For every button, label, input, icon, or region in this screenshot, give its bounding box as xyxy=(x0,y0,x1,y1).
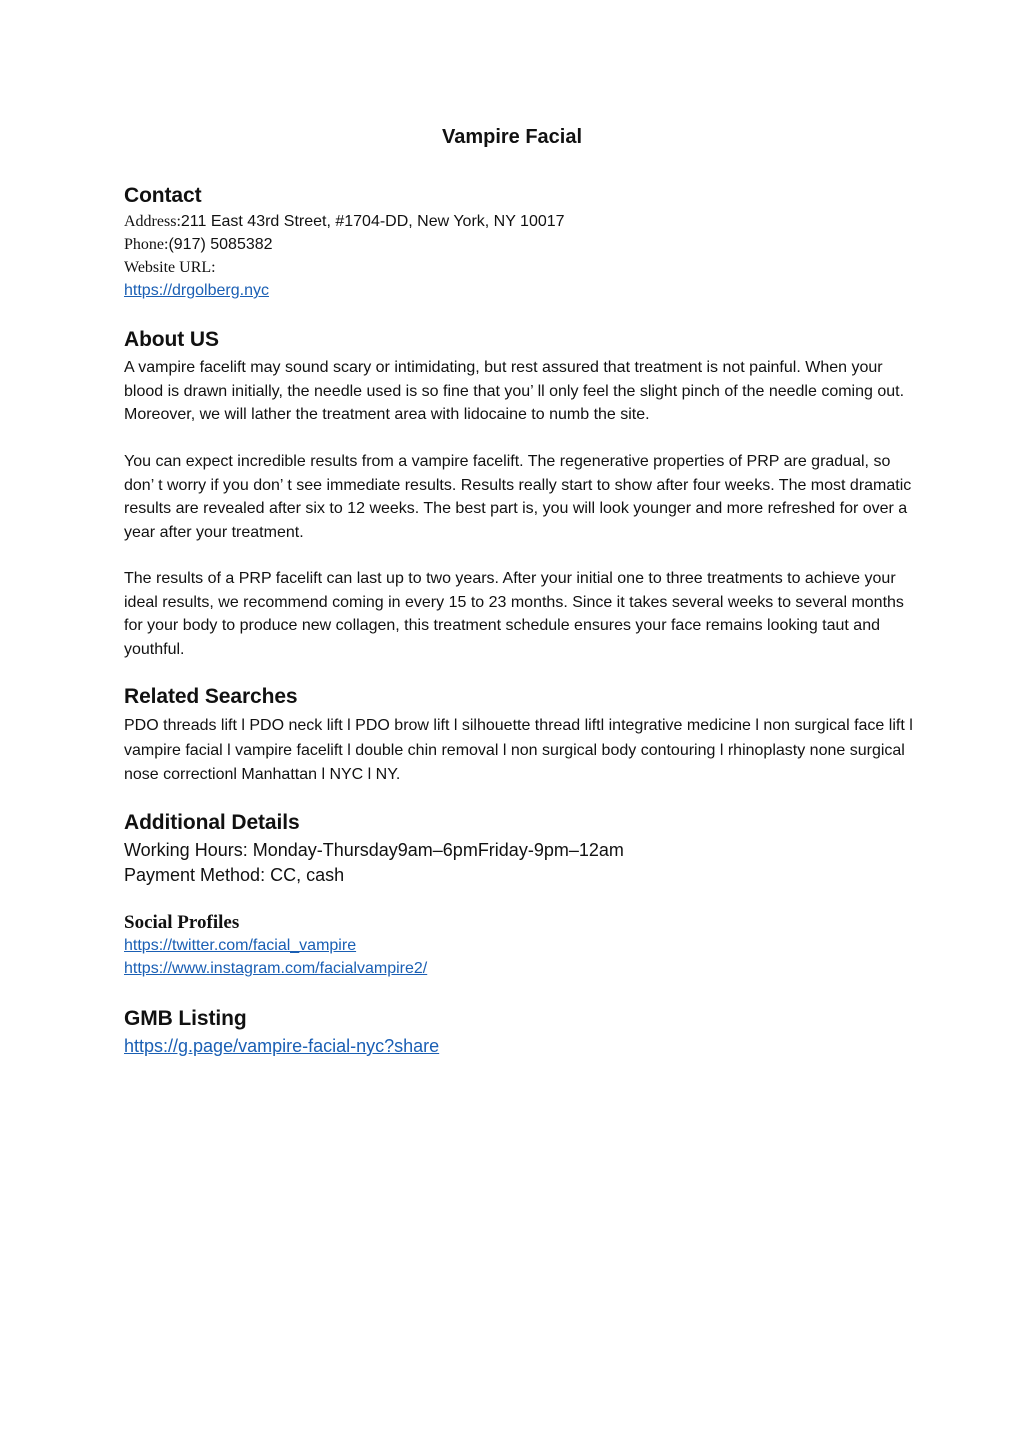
gmb-listing-heading: GMB Listing xyxy=(124,1007,247,1030)
website-label: Website URL: xyxy=(124,259,216,276)
about-paragraph: The results of a PRP facelift can last up to two years. After your initial one to three treatments to achieve your ideal results, we recommend coming in every 15 to 23 months. Since it takes several weeks to several months for your body to produce new collagen, this treatment schedule ensures your face remains looking taut and youthful. xyxy=(124,570,904,658)
contact-heading: Contact xyxy=(124,184,202,207)
payment-method: Payment Method: CC, cash xyxy=(124,865,345,885)
document-title: Vampire Facial xyxy=(441,126,583,148)
related-searches-text: PDO threads lift l PDO neck lift l PDO brow lift l silhouette thread liftl integrative medicine l non surgical face lift l vampire facial l vampire facelift l double chin removal l non surgical body contouring l rhinoplasty none surgical nose correctionl Manhattan l NYC l NY. xyxy=(124,717,913,783)
working-hours: Working Hours: Monday-Thursday9am–6pmFriday-9pm–12am xyxy=(124,840,624,860)
address-value: 211 East 43rd Street, #1704-DD, New York, NY 10017 xyxy=(180,213,565,230)
website-link[interactable]: https://drgolberg.nyc xyxy=(124,282,269,299)
related-searches-heading: Related Searches xyxy=(124,685,298,708)
social-link-row xyxy=(124,937,356,955)
phone-label: Phone: xyxy=(124,236,169,253)
social-link-row xyxy=(124,960,427,978)
phone-value: (917) 5085382 xyxy=(168,236,273,253)
address-line xyxy=(124,213,565,231)
about-paragraph: You can expect incredible results from a vampire facelift. The regenerative properties of PRP are gradual, so don’ t worry if you don’ t see immediate results. Results really start to show after four weeks. The most dramatic results are revealed after six to 12 weeks. The best part is, you will look younger and more refreshed for over a year after your treatment. xyxy=(124,453,912,541)
about-heading: About US xyxy=(124,328,219,351)
phone-line xyxy=(124,236,273,254)
instagram-link[interactable]: https://www.instagram.com/facialvampire2/ xyxy=(124,960,428,977)
gmb-link[interactable]: https://g.page/vampire-facial-nyc?share xyxy=(124,1036,440,1056)
twitter-link[interactable]: https://twitter.com/facial_vampire xyxy=(124,937,357,954)
website-line xyxy=(124,282,269,300)
social-profiles-heading: Social Profiles xyxy=(124,912,240,933)
about-paragraph: A vampire facelift may sound scary or intimidating, but rest assured that treatment is not painful. When your blood is drawn initially, the needle used is so fine that you’ ll only feel the slight pinch of the needle coming out. Moreover, we will lather the treatment area with lidocaine to numb the site. xyxy=(124,359,905,423)
address-label: Address: xyxy=(124,213,181,230)
gmb-link-row xyxy=(124,1036,439,1057)
additional-details-heading: Additional Details xyxy=(124,811,300,834)
